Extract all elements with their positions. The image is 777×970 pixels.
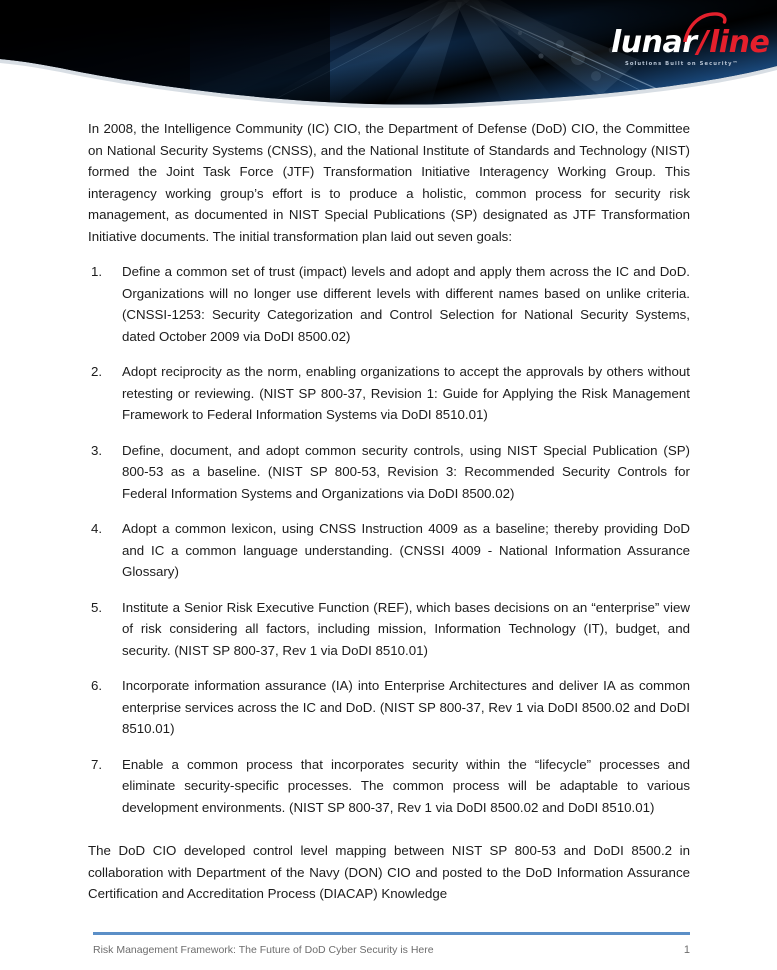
lunarline-logo <box>603 25 770 67</box>
page-footer <box>93 932 690 956</box>
goals-list <box>88 261 690 818</box>
list-item: Institute a Senior Risk Executive Function (REF), which bases decisions on an “enterprise” view of risk considering all factors, including mission, Information Technology (IT), budget, and security. (NIST SP 800-37, Rev 1 via DoDI 8510.01) <box>122 599 690 658</box>
intro-paragraph: In 2008, the Intelligence Community (IC) CIO, the Department of Defense (DoD) CIO, the Committee on National Security Systems (CNSS), and the National Institute of Standards and Technology (NIST) formed the Joint Task Force (JTF) Transformation Initiative Interagency Working Group. This interagency working group’s effort is to produce a holistic, common process for security risk management, as documented in NIST Special Publications (SP) designated as JTF Transformation Initiative documents. The initial transformation plan laid out seven goals: <box>88 121 690 244</box>
document-body <box>88 118 690 905</box>
header-banner <box>0 0 777 108</box>
logo-text-line: line <box>709 25 770 60</box>
footer-title: Risk Management Framework: The Future of DoD Cyber Security is Here <box>93 944 434 956</box>
page-number: 1 <box>683 944 690 956</box>
logo-slash-icon: / <box>697 25 709 60</box>
closing-paragraph: The DoD CIO developed control level mapping between NIST SP 800-53 and DoDI 8500.2 in collaboration with Department of the Navy (DON) CIO and posted to the DoD Information Assurance Certification and Accreditation Process (DIACAP) Knowledge <box>88 843 690 901</box>
logo-wordmark <box>603 25 770 60</box>
logo-tagline: Solutions Built on Security™ <box>625 61 739 67</box>
list-item: Adopt a common lexicon, using CNSS Instruction 4009 as a baseline; thereby providing DoD and IC a common language understanding. (CNSSI 4009 - National Information Assurance Glossary) <box>122 521 690 579</box>
list-item: Incorporate information assurance (IA) into Enterprise Architectures and deliver IA as common enterprise services across the IC and DoD. (NIST SP 800-37, Rev 1 via DoDI 8500.02 and DoDI 8510.01) <box>122 678 690 736</box>
list-item: Define a common set of trust (impact) levels and adopt and apply them across the IC and DoD. Organizations will no longer use different levels with different names based on unlike criteria. (CNSSI-1253: Security Categorization and Control Selection for National Security Systems, dated October 2009 via DoDI 8500.02) <box>122 264 690 344</box>
list-item: Define, document, and adopt common security controls, using NIST Special Publication (SP) 800-53 as a baseline. (NIST SP 800-53, Revision 3: Recommended Security Controls for Federal Information Systems and Organizations via DoDI 8500.02) <box>122 442 690 501</box>
logo-text-lunar: lunar <box>611 25 697 60</box>
list-item: Adopt reciprocity as the norm, enabling organizations to accept the approvals by others without retesting or reviewing. (NIST SP 800-37, Revision 1: Guide for Applying the Risk Management Framework to Federal Information Systems via DoDI 8510.01) <box>122 364 690 422</box>
list-item: Enable a common process that incorporates security within the “lifecycle” processes and eliminate security-specific processes. The common process will be adaptable to various development environments. (NIST SP 800-37, Rev 1 via DoDI 8500.02 and DoDI 8510.01) <box>122 756 690 815</box>
footer-divider <box>93 932 690 935</box>
